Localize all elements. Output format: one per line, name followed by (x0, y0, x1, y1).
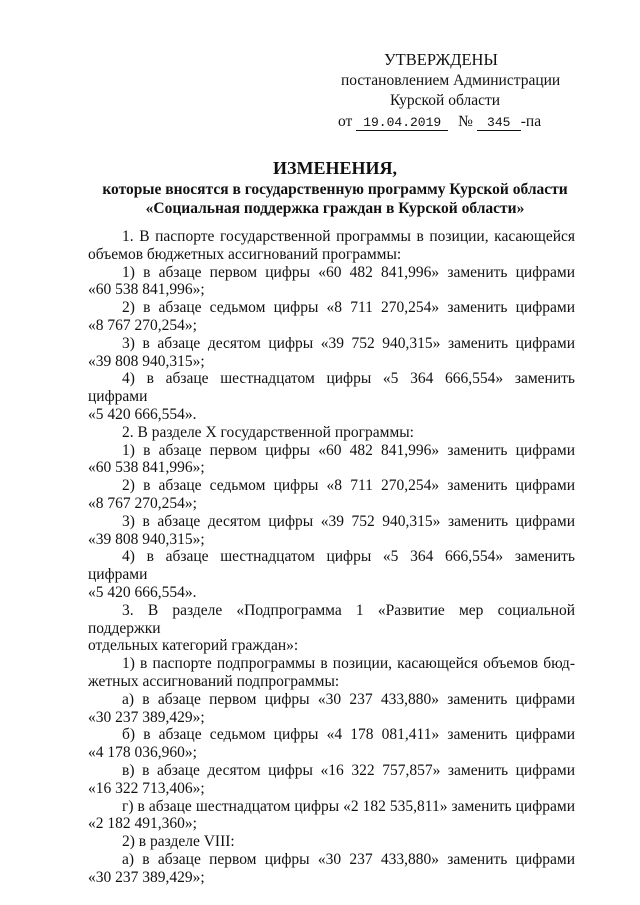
item-7-line-1: 3) в абзаце десятом цифры «39 752 940,315» заменить цифрами (122, 512, 575, 530)
item-3-line-2: «39 808 940,315»; (88, 352, 205, 370)
approval-block (318, 50, 561, 132)
approval-suffix: -па (520, 112, 542, 130)
subitem-a-line-2: «30 237 389,429»; (88, 708, 205, 726)
item-1-line-2: «60 538 841,996»; (88, 281, 205, 299)
item-4-line-2: «5 420 666,554». (88, 405, 197, 423)
item-8-line-2: «5 420 666,554». (88, 583, 197, 601)
document-heading (80, 156, 590, 218)
approval-region: Курской области (390, 92, 501, 109)
subitem-a2-line-2: «30 237 389,429»; (88, 868, 205, 886)
subitem-b-line-2: «4 178 036,960»; (88, 744, 197, 762)
subitem-g-line-1: г) в абзаце шестнадцатом цифры «2 182 535,811» заменить цифрами (122, 797, 575, 815)
subitem-a-line-1: а) в абзаце первом цифры «30 237 433,880» заменить цифрами (122, 690, 575, 708)
paragraph-1-line-2: объемов бюджетных ассигнований программы: (88, 245, 402, 263)
approval-date: 19.04.2019 (356, 115, 448, 131)
item-7-line-2: «39 808 940,315»; (88, 530, 205, 548)
subitem-g-line-2: «2 182 491,360»; (88, 815, 197, 833)
item-6-line-1: 2) в абзаце седьмом цифры «8 711 270,254» заменить цифрами (122, 477, 575, 495)
approval-number-label: № (458, 112, 473, 130)
approval-title: УТВЕРЖДЕНЫ (384, 50, 498, 69)
subitem-v-line-1: в) в абзаце десятом цифры «16 322 757,857» заменить цифрами (122, 761, 575, 779)
approval-number: 345 (477, 115, 521, 131)
item-2-line-1: 2) в абзаце седьмом цифры «8 711 270,254» заменить цифрами (122, 299, 575, 317)
subitem-v-line-2: «16 322 713,406»; (88, 779, 205, 797)
paragraph-1-line-1: 1. В паспорте государственной программы в позиции, касающейся (122, 228, 575, 245)
document-body (88, 228, 575, 886)
item-5-line-1: 1) в абзаце первом цифры «60 482 841,996» заменить цифрами (122, 441, 575, 459)
paragraph-3-line-1: 3. В разделе «Подпрограмма 1 «Развитие мер социальной поддержки (88, 601, 575, 637)
heading-subtitle-2: «Социальная поддержка граждан в Курской области» (145, 200, 525, 217)
item-2-line-2: «8 767 270,254»; (88, 316, 197, 334)
item-10: 2) в разделе VIII: (122, 833, 235, 851)
subitem-a2-line-1: а) в абзаце первом цифры «30 237 433,880» заменить цифрами (122, 850, 575, 868)
item-8-line-1: 4) в абзаце шестнадцатом цифры «5 364 666,554» заменить цифрами (88, 548, 575, 584)
item-6-line-2: «8 767 270,254»; (88, 494, 197, 512)
heading-title: ИЗМЕНЕНИЯ, (272, 158, 397, 178)
subitem-b-line-1: б) в абзаце седьмом цифры «4 178 081,411» заменить цифрами (122, 726, 575, 744)
approval-from-label: от (338, 112, 353, 130)
paragraph-2: 2. В разделе Х государственной программы: (122, 423, 414, 441)
item-9-line-2: жетных ассигнований подпрограммы: (88, 672, 340, 690)
item-4-line-1: 4) в абзаце шестнадцатом цифры «5 364 666,554» заменить цифрами (88, 370, 575, 406)
approval-issuer: постановлением Администрации (341, 71, 561, 89)
item-9-line-1: 1) в паспорте подпрограммы в позиции, касающейся объемов бюд- (122, 655, 575, 673)
approval-date-number (318, 112, 558, 133)
item-3-line-1: 3) в абзаце десятом цифры «39 752 940,315» заменить цифрами (122, 334, 575, 352)
paragraph-3-line-2: отдельных категорий граждан»: (88, 637, 299, 655)
item-5-line-2: «60 538 841,996»; (88, 459, 205, 477)
item-1-line-1: 1) в абзаце первом цифры «60 482 841,996» заменить цифрами (122, 263, 575, 281)
heading-subtitle-1: которые вносятся в государственную программу Курской области (102, 181, 568, 198)
